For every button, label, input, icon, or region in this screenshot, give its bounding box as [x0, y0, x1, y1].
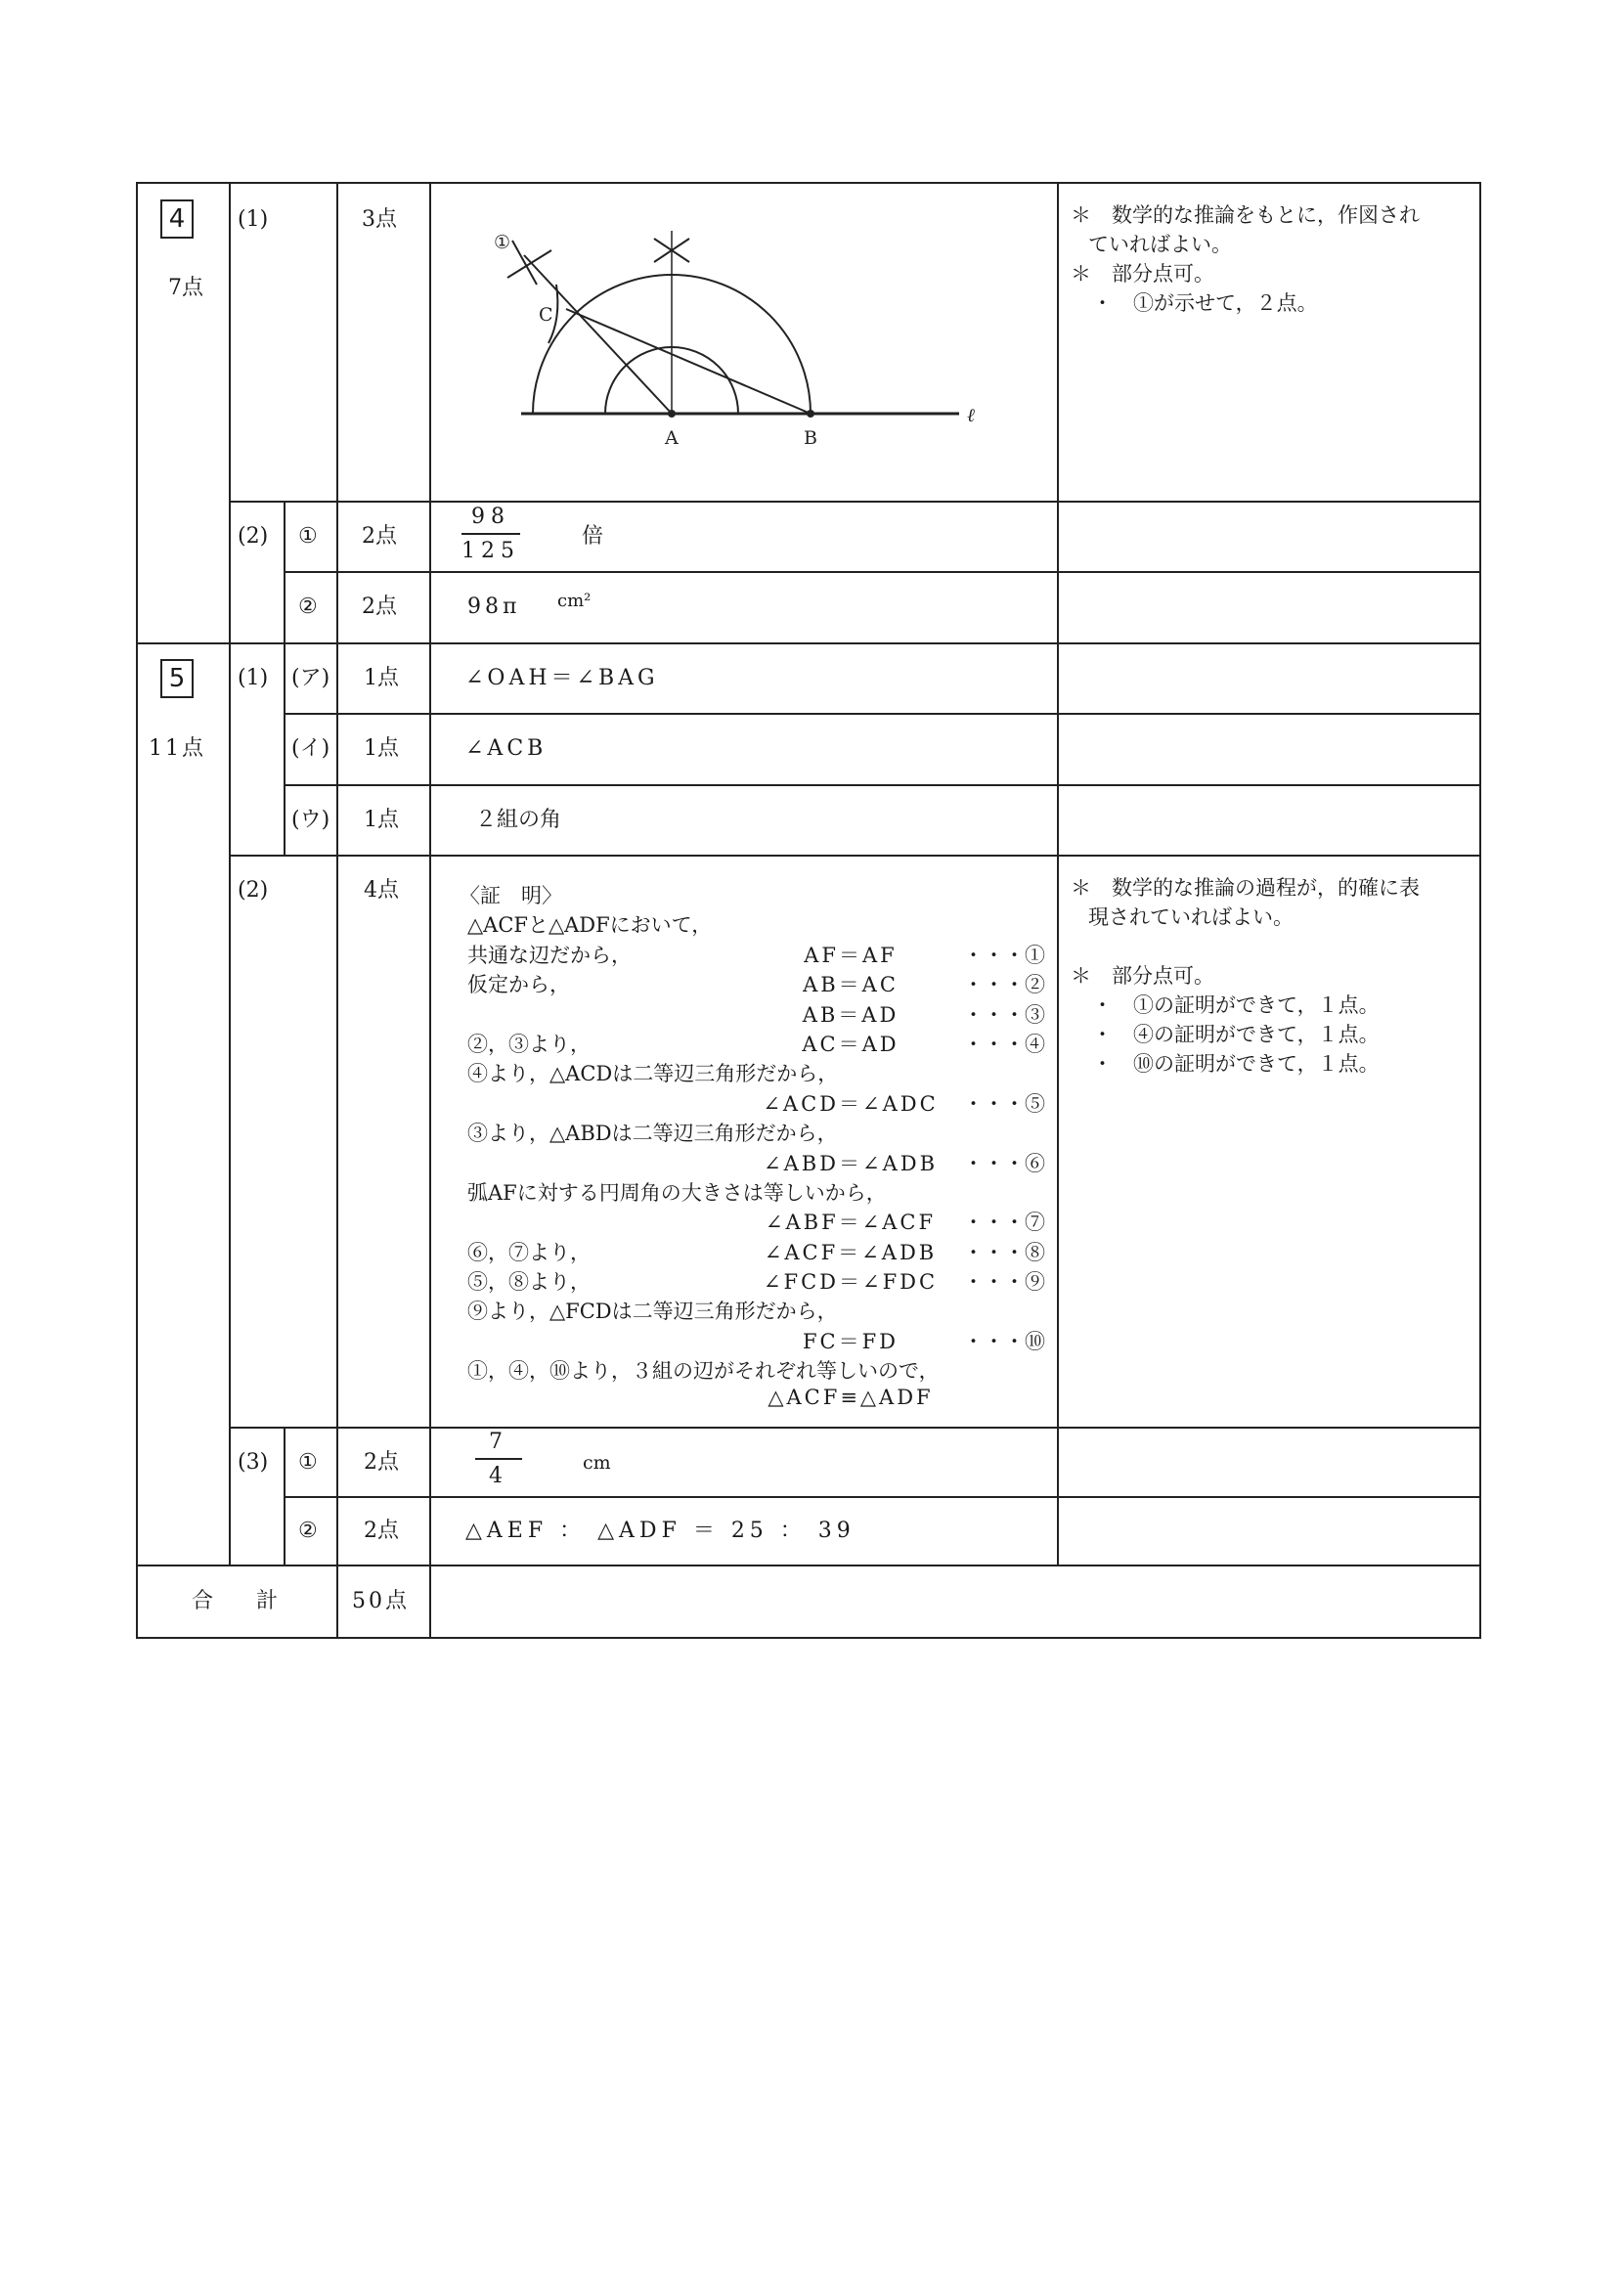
proof-line	[460, 1144, 1046, 1173]
note-line	[1071, 932, 1420, 961]
q5-p3-2-answer: △AEF ： △ADF ＝ 25 ： 39	[465, 1519, 856, 1543]
proof-equation: AF＝AF	[804, 943, 898, 967]
q5-p2-notes	[1071, 873, 1420, 1079]
proof-statement: △ACFと△ADFにおいて，	[467, 913, 713, 938]
proof-line	[460, 1322, 1046, 1351]
note-line: ・ ①の証明ができて，１点。	[1092, 993, 1380, 1017]
q5-p1-a-sub: (ア)	[291, 666, 330, 690]
q5-p3-1-points: 2点	[364, 1450, 399, 1475]
q4-number: 4	[160, 199, 194, 239]
point-a	[668, 410, 676, 418]
proof-line	[460, 1203, 1046, 1235]
q4-p2-2-answer: 98π	[467, 595, 521, 619]
proof-equation: △ACF≡△ADF	[768, 1385, 934, 1409]
diagram-label-b: B	[804, 427, 817, 449]
q5-p3-1-sub: ①	[298, 1450, 318, 1475]
proof-statement: 共通な辺だから，	[467, 943, 632, 967]
q5-p3-1-notes-cell	[1057, 1427, 1481, 1498]
proof-marker: ・・・⑤	[963, 1091, 1045, 1116]
proof-statement: 弧AFに対する円周角の大きさは等しいから，	[467, 1180, 887, 1205]
proof-equation: ∠ACF＝∠ADB	[764, 1240, 938, 1264]
q4-number-cell	[136, 182, 231, 644]
note-line: ＊ 部分点可。	[1071, 964, 1214, 988]
proof-line	[460, 1382, 1046, 1411]
proof-marker: ・・・⑩	[963, 1329, 1045, 1353]
q5-p3-2-points: 2点	[364, 1519, 399, 1543]
proof-marker: ・・・①	[963, 943, 1045, 967]
q5-number-cell	[136, 642, 231, 1566]
line-a-1	[524, 255, 672, 414]
q5-p1-a-points: 1点	[364, 666, 399, 690]
diagram-label-c: C	[539, 304, 553, 326]
q5-p1-a-answer: ∠OAH＝∠BAG	[465, 666, 659, 690]
q5-p1-c-notes-cell	[1057, 784, 1481, 857]
proof-equation: FC＝FD	[802, 1329, 900, 1353]
proof-text	[460, 876, 1046, 1411]
diagram-label-1: ①	[494, 232, 511, 253]
numerator: 98	[461, 505, 520, 535]
proof-line	[460, 1114, 1046, 1146]
q5-p3-1-fraction	[475, 1430, 522, 1488]
q5-p3-label-cell	[229, 1427, 285, 1566]
note-line: ＊ 数学的な推論をもとに，作図され	[1071, 203, 1420, 227]
diagram-label-a: A	[665, 427, 679, 449]
proof-equation: ∠FCD＝∠FDC	[763, 1270, 939, 1295]
proof-equation: AB＝AC	[803, 973, 899, 997]
arc-mark-1b	[507, 250, 551, 278]
q4-p2-2-notes-cell	[1057, 571, 1481, 644]
q5-p1-c-points: 1点	[364, 808, 399, 832]
q5-p3-2-sub: ②	[298, 1519, 318, 1543]
q5-p2-points: 4点	[364, 878, 399, 903]
q4-p2-label: (2)	[238, 524, 269, 549]
q5-p1-b-answer: ∠ACB	[465, 736, 548, 761]
proof-line	[460, 936, 1046, 965]
proof-statement: ⑨より，△FCDは二等辺三角形だから，	[467, 1300, 838, 1324]
proof-statement: 仮定から，	[467, 973, 570, 997]
denominator: 4	[489, 1464, 508, 1488]
proof-line	[460, 1054, 1046, 1086]
note-line: ・ ⑩の証明ができて，１点。	[1092, 1052, 1380, 1076]
proof-equation: AC＝AD	[802, 1032, 900, 1056]
q5-p2-label-cell	[229, 855, 338, 1429]
q4-p2-2-answer-cell	[429, 571, 1059, 644]
q4-p2-1-unit: 倍	[582, 524, 604, 549]
proof-line	[460, 1292, 1046, 1324]
total-blank-cell	[429, 1565, 1481, 1639]
q5-p3-2-notes-cell	[1057, 1496, 1481, 1566]
q4-p1-points: 3点	[362, 207, 397, 232]
proof-marker: ・・・④	[963, 1032, 1045, 1056]
note-line: ＊ 部分点可。	[1071, 262, 1214, 286]
q5-p1-b-points: 1点	[364, 736, 399, 761]
q5-p2-points-cell	[336, 855, 431, 1429]
proof-equation: ∠ACD＝∠ADC	[763, 1091, 939, 1116]
q5-p1-c-sub: (ウ)	[291, 808, 330, 832]
proof-line	[460, 1262, 1046, 1295]
proof-equation: AB＝AD	[802, 1002, 900, 1027]
q5-p3-1-unit: cm	[583, 1452, 611, 1474]
q4-p2-2-sub: ②	[298, 595, 318, 619]
q4-p2-1-points: 2点	[362, 524, 397, 549]
proof-marker: ・・・⑨	[963, 1270, 1045, 1295]
q4-p2-1-answer-cell	[429, 501, 1059, 573]
proof-line	[460, 905, 1046, 938]
note-line: ＊ 数学的な推論の過程が，的確に表	[1071, 876, 1420, 900]
q5-p1-c-answer: ２組の角	[475, 808, 562, 832]
q5-number: 5	[160, 659, 194, 698]
proof-line	[460, 1025, 1046, 1054]
point-b	[807, 410, 814, 418]
proof-line	[460, 876, 1046, 905]
q4-p2-2-unit: cm²	[557, 591, 592, 611]
q4-p2-2-points: 2点	[362, 595, 397, 619]
note-line: 現されていればよい。	[1088, 905, 1294, 929]
q5-p1-a-notes-cell	[1057, 642, 1481, 715]
proof-equation: ∠ABF＝∠ACF	[765, 1211, 937, 1235]
q5-p3-label: (3)	[238, 1450, 269, 1475]
q4-p1-notes	[1071, 200, 1420, 318]
proof-equation: ∠ABD＝∠ADB	[763, 1151, 939, 1175]
q4-total-points: 7点	[168, 276, 203, 300]
q4-p2-label-cell	[229, 501, 285, 644]
proof-statement: ②，③より，	[467, 1032, 591, 1056]
total-points: 50点	[352, 1589, 410, 1613]
proof-line	[460, 965, 1046, 997]
note-line: ・ ①が示せて，２点。	[1092, 291, 1318, 315]
note-line: ・ ④の証明ができて，１点。	[1092, 1023, 1380, 1046]
proof-statement: 〈証 明〉	[460, 884, 562, 907]
q4-p2-1-notes-cell	[1057, 501, 1481, 573]
q5-p3-1-answer-cell	[429, 1427, 1059, 1498]
proof-statement: ③より，△ABDは二等辺三角形だから，	[467, 1122, 838, 1146]
line-b-c	[566, 309, 811, 414]
proof-statement: ①，④，⑩より，３組の辺がそれぞれ等しいので，	[467, 1359, 940, 1384]
proof-marker: ・・・②	[963, 973, 1045, 997]
proof-statement: ⑥，⑦より，	[467, 1240, 591, 1264]
proof-statement: ④より，△ACDは二等辺三角形だから，	[467, 1062, 839, 1086]
proof-line	[460, 1084, 1046, 1114]
proof-marker: ・・・③	[963, 1002, 1045, 1027]
proof-line	[460, 1233, 1046, 1262]
note-line: ていればよい。	[1088, 233, 1232, 256]
q4-p2-1-sub: ①	[298, 524, 318, 549]
q4-p1-label: (1)	[238, 207, 269, 232]
proof-marker: ・・・⑧	[963, 1240, 1045, 1264]
q5-total-points: 11点	[149, 736, 206, 761]
proof-marker: ・・・⑦	[963, 1211, 1045, 1235]
diagram-label-l: ℓ	[967, 405, 975, 426]
numerator: 7	[475, 1430, 522, 1460]
proof-line	[460, 1173, 1046, 1203]
total-label: 合 計	[192, 1589, 279, 1613]
proof-statement: ⑤，⑧より，	[467, 1270, 591, 1295]
proof-line	[460, 995, 1046, 1025]
q4-p2-1-fraction	[461, 505, 520, 563]
q5-p1-label: (1)	[238, 666, 269, 690]
construction-diagram	[429, 182, 1057, 501]
q5-p2-label: (2)	[238, 878, 269, 903]
proof-marker: ・・・⑥	[963, 1151, 1045, 1175]
q5-p1-b-notes-cell	[1057, 713, 1481, 786]
proof-line	[460, 1351, 1046, 1384]
denominator: 125	[461, 539, 520, 563]
q5-p1-b-sub: (イ)	[291, 736, 330, 761]
